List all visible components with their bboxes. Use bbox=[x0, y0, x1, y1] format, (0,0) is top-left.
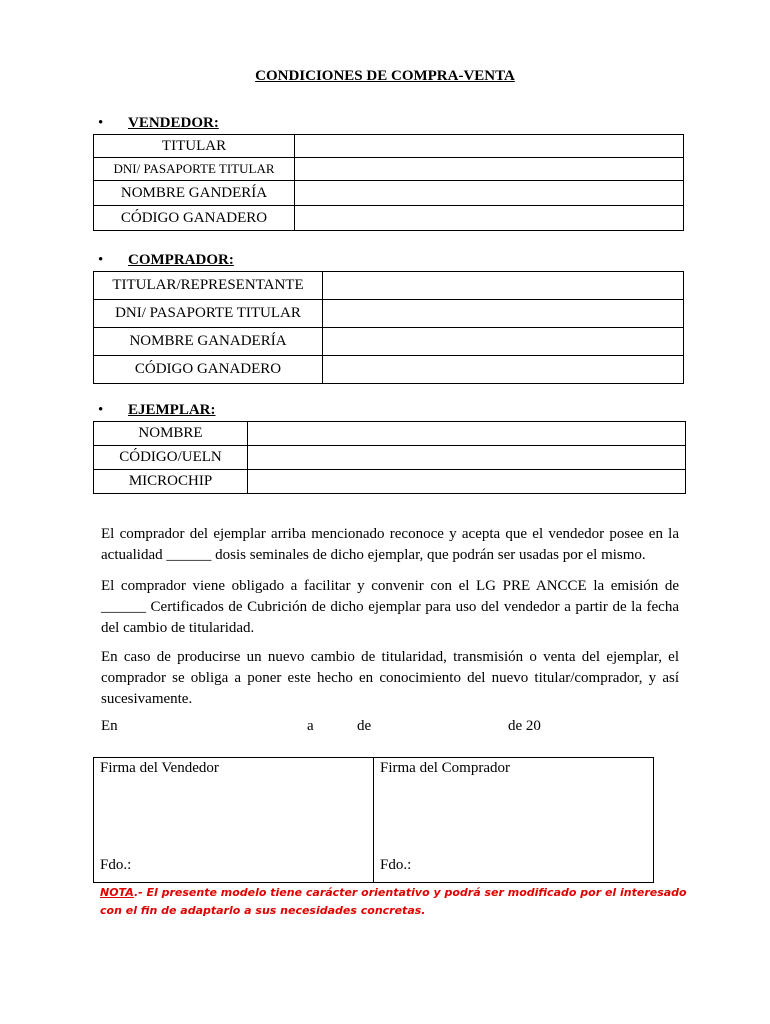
comprador-heading: COMPRADOR: bbox=[128, 252, 234, 268]
vendedor-heading: VENDEDOR: bbox=[128, 115, 219, 131]
note-key: NOTA bbox=[100, 886, 134, 899]
ejemplar-row-label: NOMBRE bbox=[94, 422, 248, 446]
comprador-codigo-field[interactable] bbox=[323, 356, 684, 384]
paragraph-cambio-titularidad: En caso de producirse un nuevo cambio de titularidad, transmisión o venta del ejemplar, el comprador se obliga a poner este hecho en conocimiento del nuevo titular/comprador, y así sucesivamente. bbox=[101, 649, 679, 707]
comprador-signature-label: Firma del Comprador bbox=[380, 760, 510, 776]
section-heading-comprador bbox=[100, 252, 234, 269]
place-de-label: de bbox=[357, 718, 372, 734]
bullet: • bbox=[98, 252, 104, 268]
paragraph-certificados: El comprador viene obligado a facilitar y convenir con el LG PRE ANCCE la emisión de ______ Certificados de Cubrición de dicho ejemplar para uso del vendedor a partir de la fecha del cambio de titularidad. bbox=[101, 578, 679, 636]
note-text: .- El presente modelo tiene carácter orientativo y podrá ser modificado por el interesado con el fin de adaptarlo a sus necesidades concretas. bbox=[100, 886, 687, 917]
section-heading-vendedor bbox=[100, 115, 219, 132]
vendedor-row-label: CÓDIGO GANADERO bbox=[94, 206, 295, 231]
comprador-table bbox=[93, 271, 684, 384]
vendedor-row-label: NOMBRE GANDERÍA bbox=[94, 181, 295, 206]
place-year-label: de 20 bbox=[508, 718, 541, 734]
vendedor-row-label: TITULAR bbox=[94, 135, 295, 158]
comprador-row-label: NOMBRE GANADERÍA bbox=[94, 328, 323, 356]
vendedor-codigo-field[interactable] bbox=[295, 206, 684, 231]
comprador-signature-box[interactable] bbox=[374, 758, 654, 883]
document-title: CONDICIONES DE COMPRA-VENTA bbox=[255, 68, 515, 84]
ejemplar-table bbox=[93, 421, 686, 494]
place-a-label: a bbox=[307, 718, 314, 734]
comprador-row-label: TITULAR/REPRESENTANTE bbox=[94, 272, 323, 300]
comprador-row-label: DNI/ PASAPORTE TITULAR bbox=[94, 300, 323, 328]
comprador-titular-field[interactable] bbox=[323, 272, 684, 300]
vendedor-ganaderia-field[interactable] bbox=[295, 181, 684, 206]
bullet: • bbox=[98, 115, 104, 131]
ejemplar-heading: EJEMPLAR: bbox=[128, 402, 216, 418]
section-heading-ejemplar bbox=[100, 402, 216, 419]
place-en-label: En bbox=[101, 718, 118, 734]
vendedor-table bbox=[93, 134, 684, 231]
comprador-ganaderia-field[interactable] bbox=[323, 328, 684, 356]
ejemplar-row-label: CÓDIGO/UELN bbox=[94, 446, 248, 470]
signature-table bbox=[93, 757, 654, 883]
vendedor-titular-field[interactable] bbox=[295, 135, 684, 158]
ejemplar-codigo-field[interactable] bbox=[248, 446, 686, 470]
paragraph-dosis: El comprador del ejemplar arriba mencionado reconoce y acepta que el vendedor posee en la actualidad ______ dosis seminales de dicho ejemplar, que podrán ser usadas por el mismo. bbox=[101, 526, 679, 563]
vendedor-signature-label: Firma del Vendedor bbox=[100, 760, 219, 776]
bullet: • bbox=[98, 402, 104, 418]
comprador-dni-field[interactable] bbox=[323, 300, 684, 328]
vendedor-dni-field[interactable] bbox=[295, 158, 684, 181]
ejemplar-nombre-field[interactable] bbox=[248, 422, 686, 446]
vendedor-signature-box[interactable] bbox=[94, 758, 374, 883]
ejemplar-row-label: MICROCHIP bbox=[94, 470, 248, 494]
comprador-row-label: CÓDIGO GANADERO bbox=[94, 356, 323, 384]
vendedor-fdo-label: Fdo.: bbox=[100, 857, 132, 873]
vendedor-row-label: DNI/ PASAPORTE TITULAR bbox=[94, 158, 295, 181]
ejemplar-microchip-field[interactable] bbox=[248, 470, 686, 494]
comprador-fdo-label: Fdo.: bbox=[380, 857, 412, 873]
disclaimer-note bbox=[100, 884, 690, 920]
